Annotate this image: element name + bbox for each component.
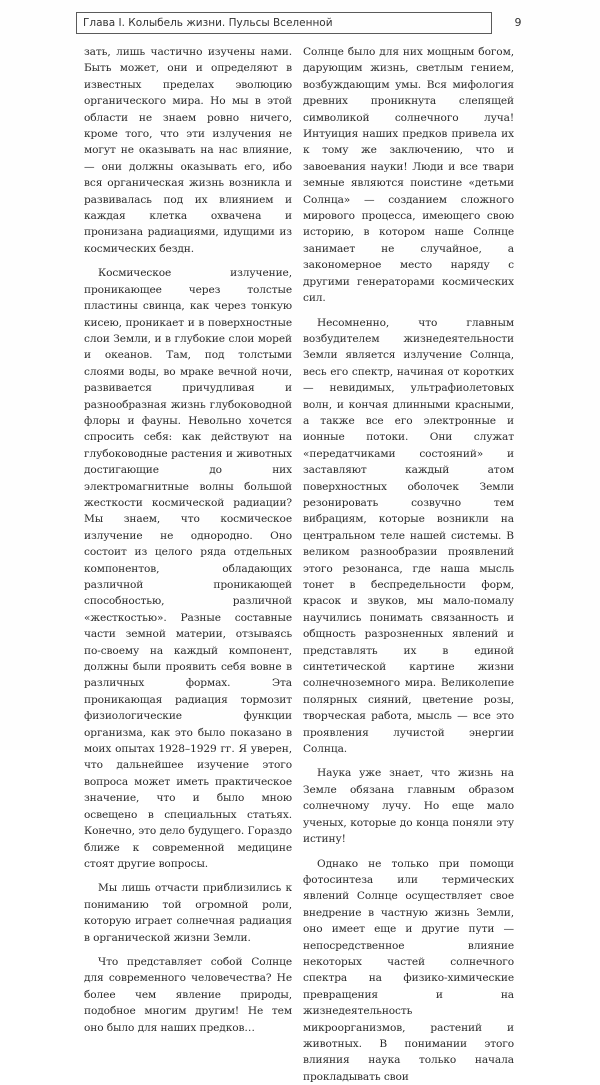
paragraph: Мы лишь отчасти приблизились к пониманию той огромной роли, которую играет солнечная радиация в органической жизни Земли. [84, 880, 292, 946]
paragraph: Солнце было для них мощным богом, дарующим жизнь, светлым гением, возбуждающим умы. Вся мифология древних проникнута слепящей символикой солнечного луча! Интуиция наших предков привела их к тому же заключению, что и завоевания науки! Люди и все твари земные являются поистине «детьми Солнца» — созданием сложного мирового процесса, имеющего свою историю, в котором наше Солнце занимает не случайное, а закономерное место наряду с другими генераторами космических сил. [303, 44, 514, 307]
paragraph: Несомненно, что главным возбудителем жизнедеятельности Земли является излучение Солнца, весь его спектр, начиная от коротких — невидимых, ультрафиолетовых волн, и кончая длинными красными, а также все его электронные и ионные потоки. Они служат «передатчиками состояний» и заставляют каждый атом поверхностных оболочек Земли резонировать созвучно тем вибрациям, которые возникли на центральном теле нашей системы. В великом разнообразии проявлений этого резонанса, где наша мысль тонет в беспредельности форм, красок и звуков, мы мало-помалу научились понимать связанность и общность разрозненных явлений и представлять их в единой синтетической картине жизни солнечноземного мира. Великолепие полярных сияний, цветение розы, творческая работа, мысль — все это проявления лучистой энергии Солнца. [303, 315, 514, 758]
running-header: Глава I. Колыбель жизни. Пульсы Вселенной [76, 12, 492, 34]
paragraph: Что представляет собой Солнце для современного человечества? Не более чем явление природы, подобное многим другим! Не тем оно было для наших предков… [84, 954, 292, 1036]
paragraph: Космическое излучение, проникающее через толстые пластины свинца, как через тонкую кисею, проникает и в поверхностные слои Земли, и в глубокие слои морей и океанов. Там, под толстыми слоями воды, во мраке вечной ночи, развивается причудливая и разнообразная жизнь глубоководной флоры и фауны. Невольно хочется спросить себя: как действуют на глубоководные растения и животных достигающие до них электромагнитные волны большой жесткости космической радиации? Мы знаем, что космическое излучение не однородно. Оно состоит из целого ряда отдельных компонентов, обладающих различной проникающей способностью, различной «жесткостью». Разные составные части земной материи, отзываясь по-своему на каждый компонент, должны были проявить себя вовне в различных формах. Эта проникающая радиация тормозит физиологические функции организма, как это было показано в моих опытах 1928–1929 гг. Я уверен, что дальнейшее изучение этого вопроса может иметь практическое значение, что и было мною освещено в специальных статьях. Конечно, это дело будущего. Гораздо ближе к современной медицине стоят другие вопросы. [84, 265, 292, 872]
page-number: 9 [506, 12, 530, 34]
left-column [84, 44, 292, 744]
paragraph: зать, лишь частично изучены нами. Быть может, они и определяют в известных пределах эволюцию органического мира. Но мы в этой области не знаем ровно ничего, кроме того, что эти излучения не могут не оказывать на нас влияние, — они должны оказывать его, ибо вся органическая жизнь возникла и развивалась под их влиянием и каждая клетка охвачена и пронизана радиациями, идущими из космических бездн. [84, 44, 292, 257]
paragraph: Однако не только при помощи фотосинтеза или термических явлений Солнце осуществляет свое внедрение в частную жизнь Земли, оно имеет еще и другие пути — непосредственное влияние некоторых частей солнечного спектра на физико-химические превращения и на жизнедеятельность микроорганизмов, растений и животных. В понимании этого влияния наука только начала прокладывать свои [303, 856, 514, 1085]
right-column [303, 44, 514, 744]
paragraph: Наука уже знает, что жизнь на Земле обязана главным образом солнечному лучу. Но еще мало ученых, которые до конца поняли эту истину! [303, 765, 514, 847]
